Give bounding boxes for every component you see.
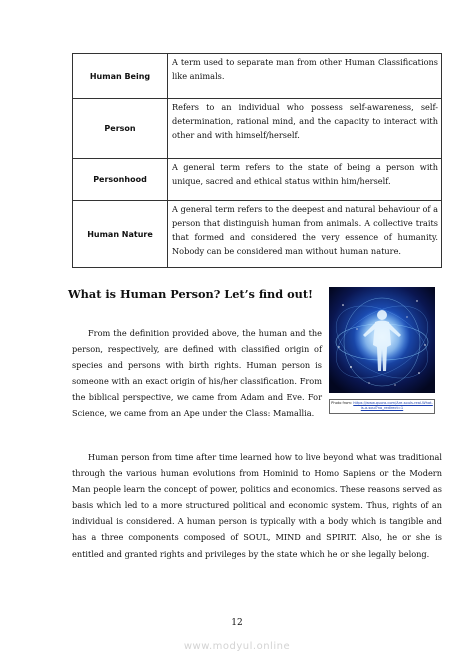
intro-paragraph xyxy=(72,325,322,422)
body-paragraph-text: Human person from time after time learned how to live beyond what was traditional through the various human evolutions from Hominid to Homo Sapiens or the Modern Man people learn the concept of power, politics and economics. These reasons served as basis which led to a more structured political and economic system. Thus, rights of an individual is considered. A human person is typically with a body which is tangible and has a three components composed of SOUL, MIND and SPIRIT. Also, he or she is entitled and granted rights and privileges by the state which he or she legally belong. xyxy=(72,452,442,559)
page-number: 12 xyxy=(231,618,243,628)
table-row xyxy=(73,99,442,159)
definitions-table xyxy=(72,53,442,268)
body-paragraph xyxy=(72,449,442,562)
section-heading: What is Human Person? Let’s find out! xyxy=(68,287,314,301)
table-row xyxy=(73,201,442,268)
figure-caption xyxy=(329,399,435,414)
table-row xyxy=(73,54,442,99)
caption-link[interactable]: https://www.quora.com/Are-souls-real-What-is-a-soul?no_redirect=1 xyxy=(353,401,433,410)
definition-cell: Refers to an individual who possess self-awareness, self-determination, rational mind, and the capacity to interact with other and with himself/herself. xyxy=(168,99,442,159)
term-cell: Human Nature xyxy=(73,201,168,268)
term-cell: Personhood xyxy=(73,159,168,201)
glowing-human-figure-icon xyxy=(329,287,435,393)
watermark: www.modyul.online xyxy=(183,641,291,652)
definition-cell: A term used to separate man from other Human Classifications like animals. xyxy=(168,54,442,99)
caption-prefix: Photo from: xyxy=(331,401,353,405)
intro-paragraph-text: From the definition provided above, the human and the person, respectively, are defined with classified origin of species and persons with birth rights. Human person is someone with an exact origin of his/her classification. From the biblical perspective, we came from Adam and Eve. For Science, we came from an Ape under the Class: Mamallia. xyxy=(72,328,322,419)
term-cell: Human Being xyxy=(73,54,168,99)
definition-cell: A general term refers to the state of being a person with unique, sacred and ethical status within him/herself. xyxy=(168,159,442,201)
term-cell: Person xyxy=(73,99,168,159)
definition-cell: A general term refers to the deepest and natural behaviour of a person that distinguish human from animals. A collective traits that formed and considered the very essence of humanity. Nobody can be considered man without human nature. xyxy=(168,201,442,268)
table-row xyxy=(73,159,442,201)
human-soul-illustration xyxy=(329,287,435,393)
